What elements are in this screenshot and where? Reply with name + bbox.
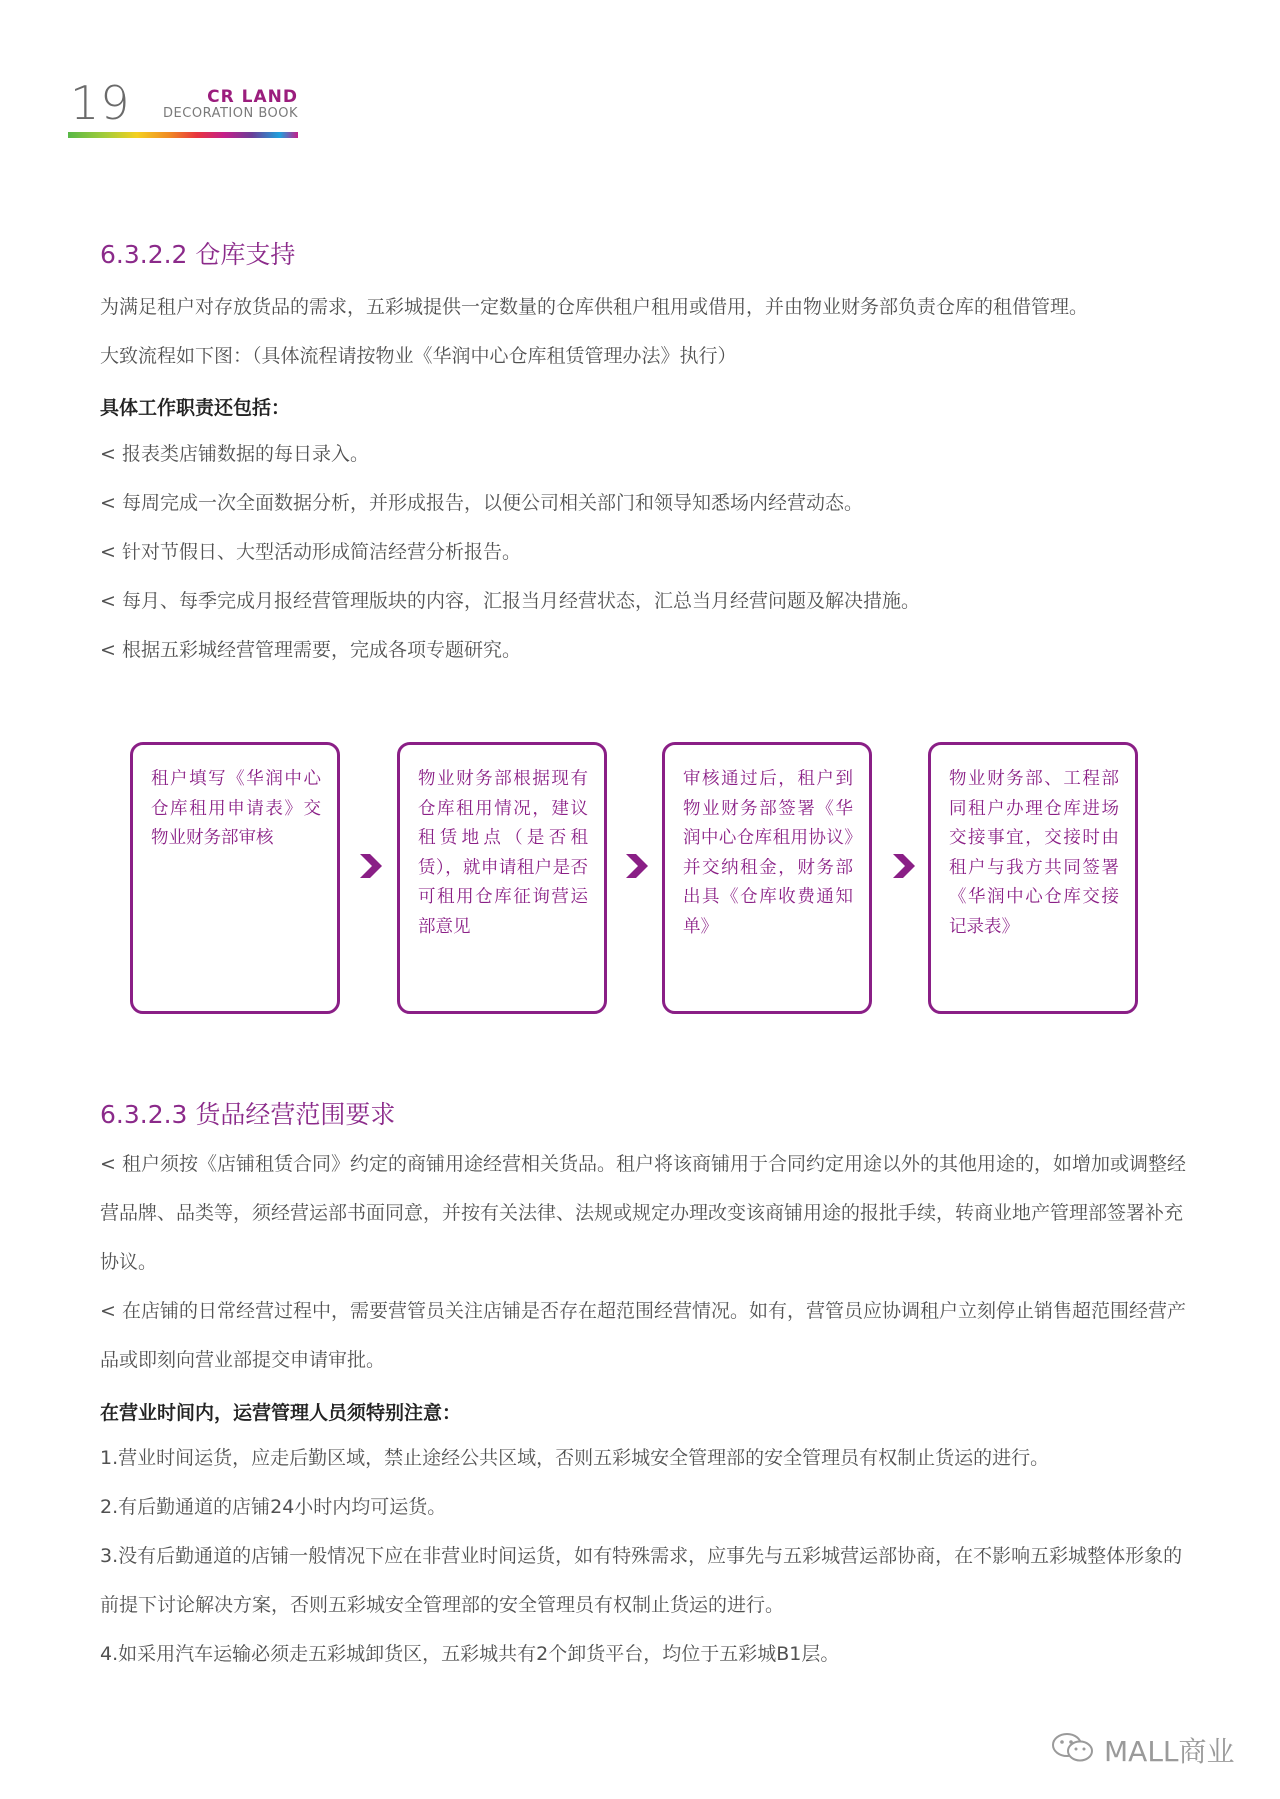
chevron-right-icon xyxy=(624,852,650,880)
list-item: < 针对节假日、大型活动形成简洁经营分析报告。 xyxy=(100,541,521,563)
duties-list xyxy=(100,430,1190,675)
section-heading-goods-scope: 6.3.2.3 货品经营范围要求 xyxy=(100,1100,396,1129)
list-item: < 根据五彩城经营管理需要，完成各项专题研究。 xyxy=(100,639,521,661)
list-item: < 租户须按《店铺租赁合同》约定的商铺用途经营相关货品。租户将该商铺用于合同约定用途以外的其他用途的，如增加或调整经营品牌、品类等，须经营运部书面同意，并按有关法律、法规或规定办理改变该商铺用途的报批手续，转商业地产管理部签署补充协议。 xyxy=(100,1153,1186,1273)
process-note: 大致流程如下图：（具体流程请按物业《华润中心仓库租赁管理办法》执行） xyxy=(100,345,737,367)
list-item: 2.有后勤通道的店铺24小时内均可运货。 xyxy=(100,1496,447,1518)
flow-step-3 xyxy=(662,742,872,1014)
intro-paragraph: 为满足租户对存放货品的需求，五彩城提供一定数量的仓库供租户租用或借用，并由物业财务部负责仓库的租借管理。 xyxy=(100,296,1089,318)
notes-title: 在营业时间内，运营管理人员须特别注意： xyxy=(100,1402,462,1424)
brand-name: CR LAND xyxy=(207,87,298,107)
watermark-text: MALL商业 xyxy=(1104,1735,1235,1768)
list-item: < 报表类店铺数据的每日录入。 xyxy=(100,443,369,465)
flow-step-2 xyxy=(397,742,607,1014)
flow-step-text: 物业财务部、工程部同租户办理仓库进场交接事宜，交接时由租户与我方共同签署《华润中心仓库交接记录表》 xyxy=(949,769,1119,937)
rainbow-divider xyxy=(68,132,298,138)
flow-step-text: 物业财务部根据现有仓库租用情况，建议租赁地点（是否租赁），就申请租户是否可租用仓库征询营运部意见 xyxy=(418,769,588,937)
brand-subtitle: DECORATION BOOK xyxy=(163,106,298,121)
list-item: < 在店铺的日常经营过程中，需要营管员关注店铺是否存在超范围经营情况。如有，营管员应协调租户立刻停止销售超范围经营产品或即刻向营业部提交申请审批。 xyxy=(100,1300,1186,1371)
brand-logo xyxy=(142,88,298,122)
list-item: < 每月、每季完成月报经营管理版块的内容，汇报当月经营状态，汇总当月经营问题及解决措施。 xyxy=(100,590,920,612)
flow-step-4 xyxy=(928,742,1138,1014)
flow-step-1 xyxy=(130,742,340,1014)
section-heading-warehouse: 6.3.2.2 仓库支持 xyxy=(100,240,296,269)
list-item: 4.如采用汽车运输必须走五彩城卸货区，五彩城共有2个卸货平台，均位于五彩城B1层。 xyxy=(100,1643,840,1665)
chevron-right-icon xyxy=(358,852,384,880)
list-item: 3.没有后勤通道的店铺一般情况下应在非营业时间运货，如有特殊需求，应事先与五彩城营运部协商，在不影响五彩城整体形象的前提下讨论解决方案，否则五彩城安全管理部的安全管理员有权制止货运的进行。 xyxy=(100,1545,1183,1616)
page-number: 19 xyxy=(70,76,131,130)
flow-step-text: 租户填写《华润中心仓库租用申请表》交物业财务部审核 xyxy=(151,769,321,848)
duties-title: 具体工作职责还包括： xyxy=(100,397,291,419)
chevron-right-icon xyxy=(891,852,917,880)
list-item: < 每周完成一次全面数据分析，并形成报告，以便公司相关部门和领导知悉场内经营动态。 xyxy=(100,492,863,514)
scope-requirements xyxy=(100,1140,1190,1385)
wechat-icon xyxy=(1050,1731,1096,1769)
flow-step-text: 审核通过后，租户到物业财务部签署《华润中心仓库租用协议》并交纳租金，财务部出具《仓库收费通知单》 xyxy=(683,769,853,937)
notes-list xyxy=(100,1434,1190,1679)
watermark xyxy=(1050,1730,1235,1770)
list-item: 1.营业时间运货，应走后勤区域，禁止途经公共区域，否则五彩城安全管理部的安全管理员有权制止货运的进行。 xyxy=(100,1447,1050,1469)
